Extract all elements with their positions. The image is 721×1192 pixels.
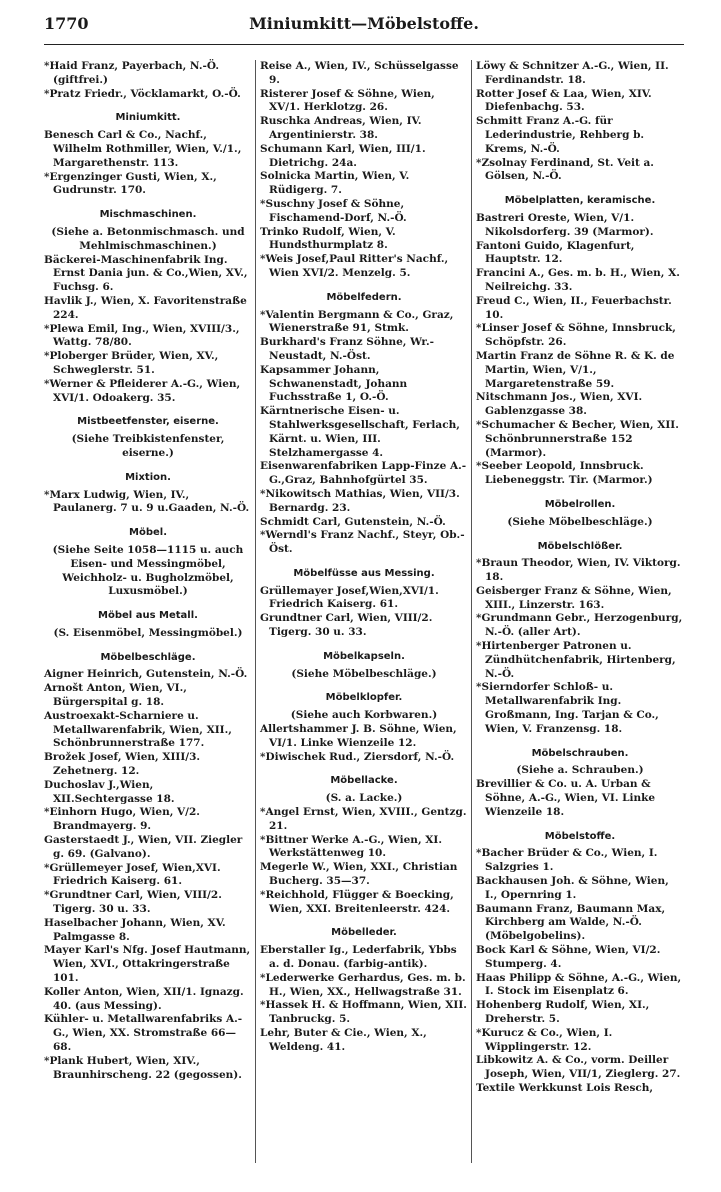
directory-entry: *Plank Hubert, Wien, XIV., Braunhirscheng. 22 (gegossen). [44, 1054, 242, 1081]
directory-entry: Solnicka Martin, Wien, V. Rüdigerg. 7. [260, 170, 410, 197]
directory-entry: *Schumacher & Becher, Wien, XII. Schönbrunnerstraße 152 (Marmor). [476, 418, 679, 459]
column-divider [255, 60, 256, 1163]
directory-entry: *Haid Franz, Payerbach, N.-Ö. (giftfrei.) [44, 60, 220, 86]
directory-entry: Risterer Josef & Söhne, Wien, XV/1. Herklotzg. 26. [260, 87, 435, 114]
directory-entry: Schumann Karl, Wien, III/1. Dietrichg. 24a. [260, 142, 426, 169]
column-2 [260, 60, 468, 1055]
section-heading: Möbelkapseln. [323, 650, 405, 662]
directory-entry: *Werndl's Franz Nachf., Steyr, Ob.-Öst. [260, 529, 465, 556]
header-rule [44, 44, 684, 45]
directory-entry: Löwy & Schnitzer A.-G., Wien, II. Ferdinandstr. 18. [476, 60, 669, 86]
directory-entry: Hohenberg Rudolf, Wien, XI., Dreherstr. 5. [476, 999, 650, 1025]
directory-entry: *Ploberger Brüder, Wien, XV., Schweglerstr. 51. [44, 350, 219, 376]
directory-entry: Brevillier & Co. u. A. Urban & Söhne, A.-G., Wien, VI. Linke Wienzeile 18. [476, 778, 656, 818]
page-title: Miniumkitt—Möbelstoffe. [249, 14, 479, 33]
section-heading: Möbelschrauben. [531, 747, 629, 759]
directory-entry: *Hassek H. & Hoffmann, Wien, XII. Tanbruckg. 5. [260, 999, 467, 1026]
directory-entry: Arnošt Anton, Wien, VI., Bürgerspital g. 18. [44, 682, 187, 709]
directory-entry: Backhausen Joh. & Söhne, Wien, I., Opernring 1. [476, 875, 669, 901]
directory-entry: Kapsammer Johann, Schwanenstadt, Johann Fuchsstraße 1, O.-Ö. [260, 363, 408, 404]
directory-entry: Schmitt Franz A.-G. für Lederindustrie, Rehberg b. Krems, N.-Ö. [476, 115, 645, 155]
section-heading: Möbelplatten, keramische. [504, 195, 656, 207]
cross-reference-note: (S. Eisenmöbel, Messingmöbel.) [53, 626, 243, 639]
directory-entry: *Lederwerke Gerhardus, Ges. m. b. H., Wien, XX., Hellwagstraße 31. [260, 971, 466, 998]
directory-entry: *Zsolnay Ferdinand, St. Veit a. Gölsen, N.-Ö. [476, 156, 654, 183]
directory-entry: Bock Karl & Söhne, Wien, VI/2. Stumperg. 4. [476, 944, 661, 970]
directory-entry: *Angel Ernst, Wien, XVIII., Gentzg. 21. [260, 806, 467, 832]
directory-entry: *Grundtner Carl, Wien, VIII/2. Tigerg. 30 u. 33. [44, 889, 222, 916]
section-heading: Möbelfüsse aus Messing. [293, 567, 435, 579]
directory-entry: Haas Philipp & Söhne, A.-G., Wien, I. Stock im Eisenplatz 6. [476, 971, 682, 998]
directory-entry: Eberstaller Ig., Lederfabrik, Ybbs a. d. Donau. (farbig-antik). [260, 944, 457, 971]
directory-entry: *Grüllemeyer Josef, Wien,XVI. Friedrich Kaiserg. 61. [44, 861, 221, 888]
directory-entry: Kärntnerische Eisen- u. Stahlwerksgesellschaft, Ferlach, Kärnt. u. Wien, III. Stelzhamergasse 4. [260, 405, 460, 459]
cross-reference-note: (Siehe Seite 1058—1115 u. auch Eisen- und Messingmöbel, Weichholz- u. Bugholzmöbel, Luxusmöbel.) [52, 543, 244, 598]
section-heading: Mixtion. [125, 471, 171, 483]
section-heading: Möbelfedern. [326, 291, 402, 303]
directory-entry: Lehr, Buter & Cie., Wien, X., Weldeng. 41. [260, 1027, 427, 1053]
column-divider [471, 60, 472, 1163]
cross-reference-note: (Siehe auch Korbwaren.) [290, 709, 438, 722]
section-heading: Möbel. [129, 527, 167, 539]
section-heading: Möbelrollen. [544, 498, 616, 510]
directory-entry: *Reichhold, Flügger & Boecking, Wien, XXI. Breitenleerstr. 424. [260, 888, 454, 915]
directory-entry: *Ergenzinger Gusti, Wien, X., Gudrunstr. 170. [44, 170, 217, 197]
directory-entry: Mayer Karl's Nfg. Josef Hautmann, Wien, XVI., Ottakringerstraße 101. [44, 944, 251, 985]
page-number: 1770 [44, 14, 89, 33]
directory-entry: Baumann Franz, Baumann Max, Kirchberg am Walde, N.-Ö. (Möbelgobelins). [476, 902, 666, 943]
directory-entry: Brožek Josef, Wien, XIII/3. Zehetnerg. 12. [44, 751, 201, 778]
directory-entry: Ruschka Andreas, Wien, IV. Argentinierstr. 38. [260, 115, 422, 141]
directory-entry: *Bacher Brüder & Co., Wien, I. Salzgries 1. [476, 847, 658, 874]
directory-entry: Duchoslav J.,Wien, XII.Sechtergasse 18. [44, 778, 175, 805]
directory-entry: *Grundmann Gebr., Herzogenburg, N.-Ö. (aller Art). [476, 612, 683, 639]
directory-entry: Benesch Carl & Co., Nachf., Wilhelm Rothmiller, Wien, V./1., Margarethenstr. 113. [44, 129, 242, 169]
directory-entry: Fantoni Guido, Klagenfurt, Hauptstr. 12. [476, 239, 635, 266]
directory-entry: *Sierndorfer Schloß- u. Metallwarenfabrik Ing. Großmann, Ing. Tarjan & Co., Wien, V. Franzensg. 18. [476, 681, 659, 735]
section-heading: Möbel aus Metall. [98, 610, 198, 622]
directory-entry: Grüllemayer Josef,Wien,XVI/1. Friedrich Kaiserg. 61. [260, 584, 439, 611]
directory-entry: Schmidt Carl, Gutenstein, N.-Ö. [260, 515, 446, 528]
directory-entry: *Bittner Werke A.-G., Wien, XI. Werkstättenweg 10. [260, 833, 442, 860]
directory-entry: *Braun Theodor, Wien, IV. Viktorg. 18. [476, 557, 681, 584]
directory-entry: Koller Anton, Wien, XII/1. Ignazg. 40. (aus Messing). [44, 985, 244, 1012]
directory-entry: *Linser Josef & Söhne, Innsbruck, Schöpfstr. 26. [476, 322, 676, 349]
directory-entry: *Plewa Emil, Ing., Wien, XVIII/3., Wattg. 78/80. [44, 322, 240, 349]
directory-entry: Nitschmann Jos., Wien, XVI. Gablenzgasse 38. [476, 391, 643, 418]
directory-entry: Freud C., Wien, II., Feuerbachstr. 10. [476, 294, 672, 321]
directory-entry: Reise A., Wien, IV., Schüsselgasse 9. [260, 60, 459, 86]
cross-reference-note: (Siehe a. Betonmischmasch. und Mehlmischmaschinen.) [51, 225, 245, 252]
directory-entry: Burkhard's Franz Söhne, Wr.-Neustadt, N.-Öst. [260, 336, 435, 362]
cross-reference-note: (Siehe a. Schrauben.) [516, 764, 644, 777]
section-heading: Möbelschlößer. [537, 540, 623, 552]
directory-entry: Eisenwarenfabriken Lapp-Finze A.-G.,Graz, Bahnhofgürtel 35. [260, 460, 467, 487]
directory-entry: *Marx Ludwig, Wien, IV., Paulanerg. 7 u. 9 u.Gaaden, N.-Ö. [44, 488, 250, 515]
directory-entry: Trinko Rudolf, Wien, V. Hundsthurmplatz 8. [260, 225, 396, 252]
directory-entry: Bäckerei-Maschinenfabrik Ing. Ernst Dania jun. & Co.,Wien, XV., Fuchsg. 6. [44, 253, 248, 294]
directory-entry: *Werner & Pfleiderer A.-G., Wien, XVI/1. Odoakerg. 35. [44, 377, 241, 404]
directory-entry: Gasterstaedt J., Wien, VII. Ziegler g. 69. (Galvano). [44, 834, 243, 860]
directory-entry: *Seeber Leopold, Innsbruck. Liebeneggstr. Tir. (Marmor.) [476, 460, 653, 487]
directory-entry: *Diwischek Rud., Ziersdorf, N.-Ö. [260, 750, 455, 763]
page-header [44, 14, 684, 40]
directory-entry: Libkowitz A. & Co., vorm. Deiller Joseph, Wien, VII/1, Zieglerg. 27. [476, 1054, 681, 1081]
directory-entry: *Hirtenberger Patronen u. Zündhütchenfabrik, Hirtenberg, N.-Ö. [476, 640, 676, 680]
directory-entry: Grundtner Carl, Wien, VIII/2. Tigerg. 30 u. 33. [260, 612, 433, 639]
section-heading: Mistbeetfenster, eiserne. [77, 416, 219, 428]
directory-entry: Aigner Heinrich, Gutenstein, N.-Ö. [44, 668, 248, 681]
section-heading: Möbellacke. [330, 775, 398, 787]
directory-entry: *Weis Josef,Paul Ritter's Nachf., Wien XVI/2. Menzelg. 5. [260, 253, 449, 279]
section-heading: Mischmaschinen. [99, 209, 197, 221]
directory-entry: Martin Franz de Söhne R. & K. de Martin, Wien, V/1., Margaretenstraße 59. [476, 349, 675, 390]
directory-entry: *Nikowitsch Mathias, Wien, VII/3. Bernardg. 23. [260, 487, 460, 514]
directory-entry: Francini A., Ges. m. b. H., Wien, X. Neilreichg. 33. [476, 267, 680, 293]
directory-entry: Geisberger Franz & Söhne, Wien, XIII., Linzerstr. 163. [476, 584, 672, 611]
section-heading: Möbelleder. [331, 927, 397, 939]
directory-entry: Rotter Josef & Laa, Wien, XIV. Diefenbachg. 53. [476, 87, 652, 114]
cross-reference-note: (S. a. Lacke.) [325, 792, 403, 805]
directory-entry: Allertshammer J. B. Söhne, Wien, VI/1. Linke Wienzeile 12. [260, 723, 457, 749]
section-heading: Miniumkitt. [115, 112, 181, 124]
directory-entry: Havlik J., Wien, X. Favoritenstraße 224. [44, 294, 247, 321]
cross-reference-note: (Siehe Möbelbeschläge.) [291, 667, 437, 680]
directory-entry: Haselbacher Johann, Wien, XV. Palmgasse 8. [44, 916, 226, 943]
directory-entry: *Kurucz & Co., Wien, I. Wipplingerstr. 12. [476, 1026, 613, 1053]
directory-entry: Bastreri Oreste, Wien, V/1. Nikolsdorferg. 39 (Marmor). [476, 211, 654, 238]
directory-entry: *Pratz Friedr., Vöcklamarkt, O.-Ö. [44, 87, 241, 100]
column-3 [476, 60, 684, 1096]
section-heading: Möbelbeschläge. [100, 651, 196, 663]
column-1 [44, 60, 252, 1082]
directory-entry: Megerle W., Wien, XXI., Christian Bucherg. 35—37. [260, 861, 458, 888]
section-heading: Möbelstoffe. [544, 830, 616, 842]
cross-reference-note: (Siehe Treibkistenfenster, eiserne.) [71, 433, 225, 459]
directory-entry: Kühler- u. Metallwarenfabriks A.-G., Wien, XX. Stromstraße 66—68. [44, 1013, 243, 1053]
directory-entry: Austroexakt-Scharniere u. Metallwarenfabrik, Wien, XII., Schönbrunnerstraße 177. [44, 709, 232, 750]
cross-reference-note: (Siehe Möbelbeschläge.) [507, 515, 653, 528]
section-heading: Möbelklopfer. [325, 692, 403, 704]
directory-entry: *Einhorn Hugo, Wien, V/2. Brandmayerg. 9. [44, 806, 200, 833]
directory-entry: *Valentin Bergmann & Co., Graz, Wienerstraße 91, Stmk. [260, 308, 454, 335]
directory-entry: Textile Werkkunst Lois Resch, [476, 1081, 654, 1094]
directory-entry: *Suschny Josef & Söhne, Fischamend-Dorf, N.-Ö. [260, 197, 407, 224]
